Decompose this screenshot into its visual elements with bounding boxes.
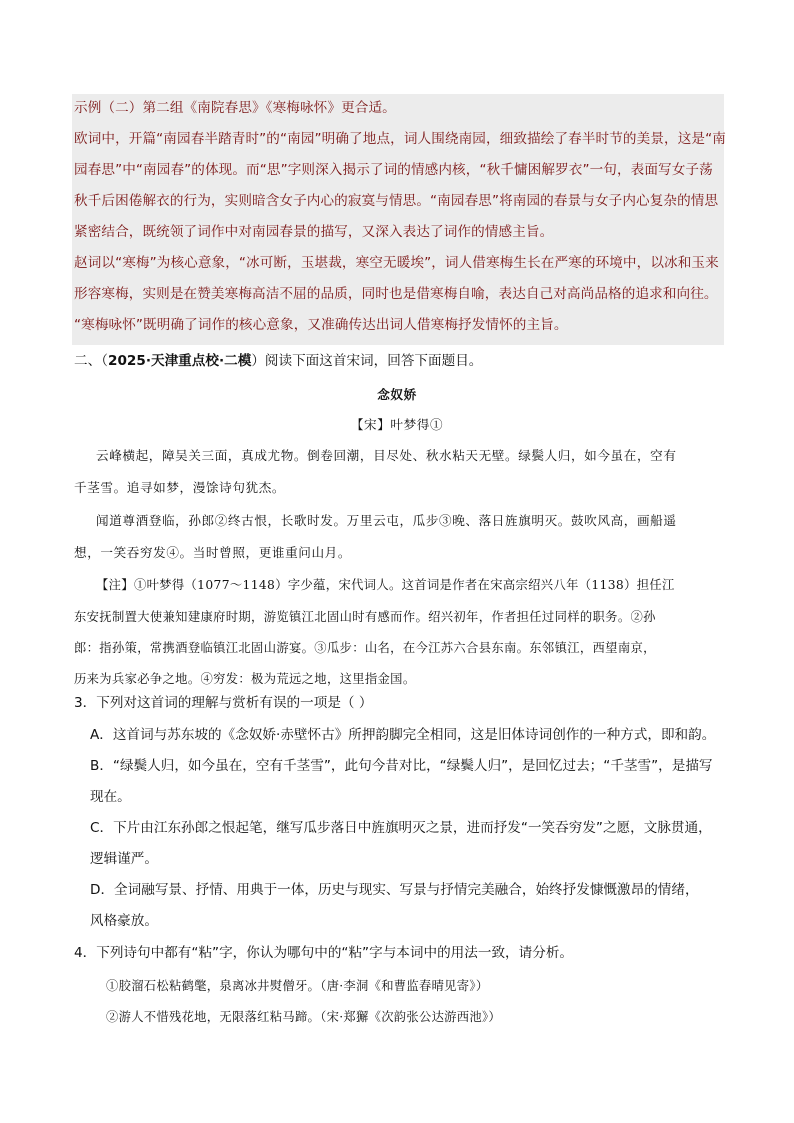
answer-line: 秋千后困倦解衣的行为，实则暗含女子内心的寂寞与情思。“南园春思”将南园的春景与女子内心复杂的情思 <box>74 193 719 209</box>
poem-note-line: 【注】①叶梦得（1077～1148）字少蕴，宋代词人。这首词是作者在宋高宗绍兴八年（1138）担任江 <box>96 578 675 592</box>
question-4-stem: 4．下列诗句中都有“粘”字，你认为哪句中的“粘”字与本词中的用法一致，请分析。 <box>74 945 574 961</box>
poem-title: 念奴娇 <box>377 387 417 402</box>
poem-line: 想，一笑吞穷发④。当时曾照，更谁重问山月。 <box>74 545 352 560</box>
exam-source: 2025·天津重点校·二模 <box>107 353 252 369</box>
poem-author: 【宋】叶梦得① <box>350 417 444 432</box>
answer-line: “寒梅咏怀”既明确了词作的核心意象，又准确传达出词人借寒梅抒发情怀的主旨。 <box>74 317 568 333</box>
answer-line: 园春思”中“南园春”的体现。而“思”字则深入揭示了词的情感内核，“秋千慵困解罗衣”一句，表面写女子荡 <box>74 162 713 178</box>
q4-item: ①胶溜石松粘鹤氅，泉离冰井熨僧牙。（唐·李洞《和曹监春晴见寄》） <box>106 979 489 993</box>
q3-option-c-cont: 逻辑谨严。 <box>90 851 158 867</box>
q3-option-a: A．这首词与苏东坡的《念奴娇·赤壁怀古》所押韵脚完全相同，这是旧体诗词创作的一种方式，即和韵。 <box>90 727 716 743</box>
poem-line: 闻道尊酒登临，孙郎②终古恨，长歌时发。万里云屯，瓜步③晚、落日旌旗明灭。鼓吹风高，画船遥 <box>96 513 677 528</box>
section-heading: 二、（2025·天津重点校·二模）阅读下面这首宋词，回答下面题目。 <box>74 353 483 369</box>
poem-line: 千茎雪。追寻如梦，漫馀诗句犹杰。 <box>74 480 286 495</box>
answer-line: 示例（二）第二组《南院春思》《寒梅咏怀》更合适。 <box>74 100 396 116</box>
q3-option-c: C．下片由江东孙郎之恨起笔，继写瓜步落日中旌旗明灭之景，进而抒发“一笑吞穷发”之愿，文脉贯通， <box>90 820 712 836</box>
q3-option-d: D．全词融写景、抒情、用典于一体，历史与现实、写景与抒情完美融合，始终抒发慷慨激昂的情绪， <box>90 882 699 898</box>
answer-line: 紧密结合，既统领了词作中对南园春景的描写，又深入表达了词作的情感主旨。 <box>74 224 554 240</box>
q3-option-b: B．“绿鬓人归，如今虽在，空有千茎雪”，此句今昔对比，“绿鬓人归”，是回忆过去；“千茎雪”，是描写 <box>90 758 713 774</box>
poem-line: 云峰横起，障吴关三面，真成尤物。倒卷回潮，目尽处、秋水粘天无壁。绿鬓人归，如今虽在，空有 <box>96 448 677 463</box>
poem-note-line: 东安抚制置大使兼知建康府时期，游览镇江北固山时有感而作。绍兴初年，作者担任过同样的职务。②孙 <box>74 610 656 624</box>
poem-note-line: 郎：指孙策，常携酒登临镇江北固山游宴。③瓜步：山名，在今江苏六合县东南。东邻镇江，西望南京， <box>74 641 656 655</box>
answer-line: 欧词中，开篇“南园春半踏青时”的“南园”明确了地点，词人围绕南园，细致描绘了春半时节的美景，这是“南 <box>74 131 726 147</box>
q3-option-b-cont: 现在。 <box>90 789 131 805</box>
question-3-stem: 3．下列对这首词的理解与赏析有误的一项是（ ） <box>74 695 373 711</box>
q4-item: ②游人不惜残花地，无限落红粘马蹄。（宋·郑獬《次韵张公达游西池》） <box>106 1010 502 1024</box>
poem-note-line: 历来为兵家必争之地。④穷发：极为荒远之地，这里指金国。 <box>74 672 416 686</box>
answer-line: 形容寒梅，实则是在赞美寒梅高洁不屈的品质，同时也是借寒梅自喻，表达自己对高尚品格的追求和向往。 <box>74 286 718 302</box>
q3-option-d-cont: 风格豪放。 <box>90 913 158 929</box>
answer-line: 赵词以“寒梅”为核心意象，“冰可断，玉堪裁，寒空无暖埃”，词人借寒梅生长在严寒的环境中，以冰和玉来 <box>74 255 719 271</box>
